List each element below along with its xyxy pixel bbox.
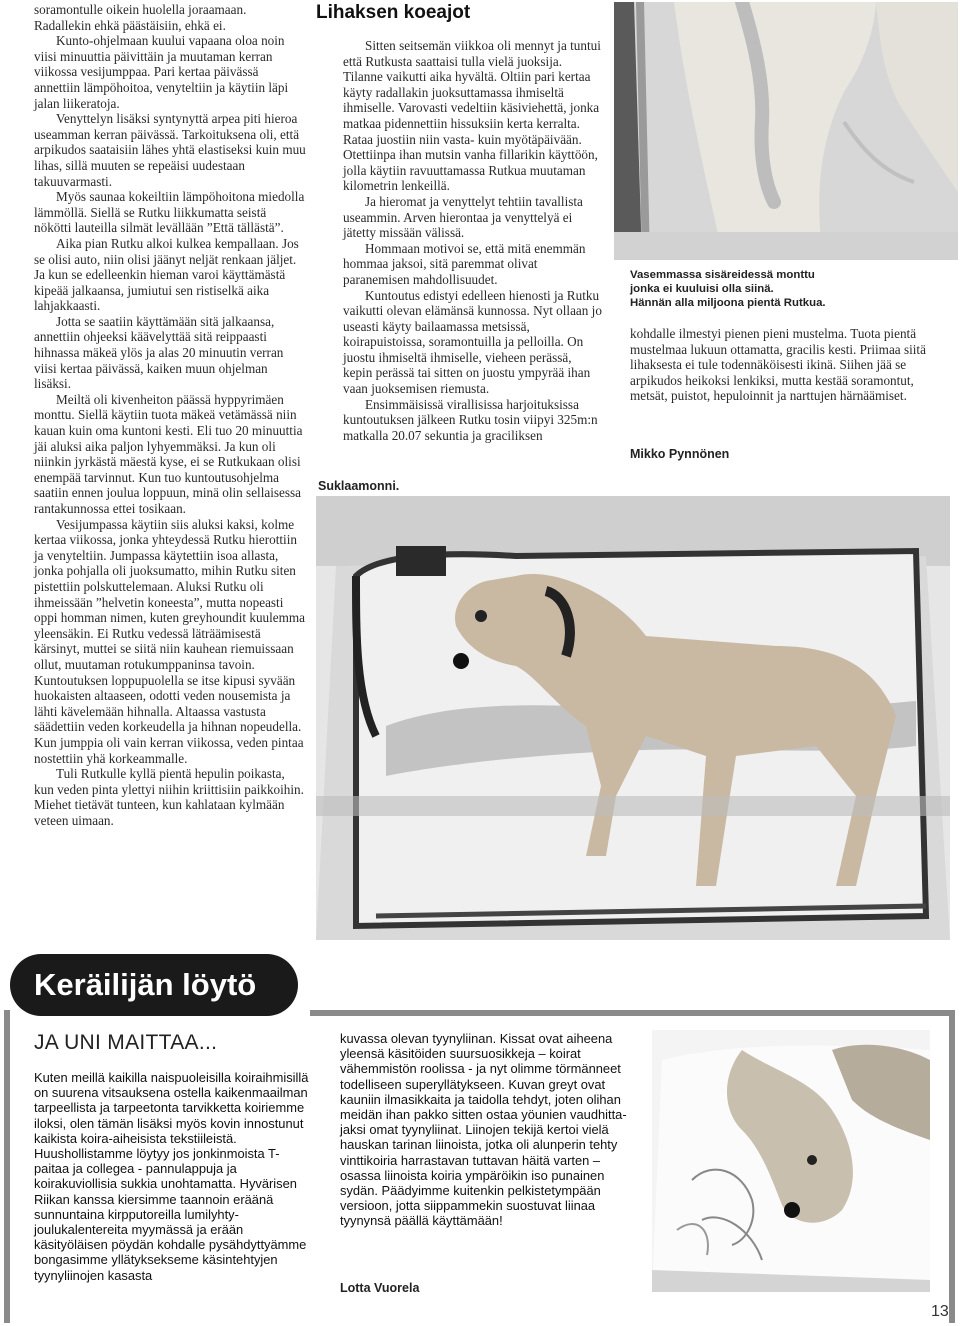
article-column-2 xyxy=(343,38,603,443)
paragraph: Kuntoutus edistyi edelleen hienosti ja Rutku vaikutti olevan elämänsä kunnossa. Nyt ollaan jo useasti käyty bailaamassa metsissä, koirapuistoissa, soramontuilla ja pelloilla. On juostu ihmiseltä ihmiselle, vieheen perässä, kepin perässä tai sitten on juostu ympyrää ihan vaan juoksemisen riemusta. xyxy=(343,287,602,397)
photo-caption xyxy=(630,268,950,311)
paragraph: Kuten meillä kaikilla naispuoleisilla koiraihmisillä on suurena vitsauksena ostella kaikenmaailman tarpeellista ja tarpeetonta tarvikketta koiriemme iloksi, olen tämän lisäksi myös kovin innostunut kaikista koira-aiheisista tekstiileistä. Huushollistamme löytyy jos jonkinmoista T-paitaa ja collegea - pannulappuja ja koirakuviollisia sukkia unohtamatta. Hyvärisen Riikan kanssa kiersimme taannoin eräänä sunnuntaina kirpputoreilla lumilyhty- joulukalentereita myymässä ja erään käsityöläisen pöydän kohdalle pysähdyttyämme bongasimme yllätyksekseme käsintehtyjen tyynyliinojen kasasta xyxy=(34,1070,309,1283)
paragraph: Jotta se saatiin käyttämään sitä jalkaansa, annettiin ohjeeksi käävelyttää sitä reippaasti hihnassa mäkeä ylös ja alas 20 minuutin verran viisi kertaa päivässä, kaiken muun ohjelman lisäksi. xyxy=(34,313,284,392)
article-column-3 xyxy=(630,326,930,404)
photo-credit: Suklaamonni. xyxy=(318,479,400,493)
paragraph: Tuli Rutkulle kyllä pientä hepulin poikasta, kun veden pinta ylettyi niihin kriittisiin paikkoihin. Miehet tietävät tunteen, kun kahlataan kylmään veteen uimaan. xyxy=(34,766,304,828)
page-number: 13 xyxy=(931,1303,949,1320)
paragraph: Venyttelyn lisäksi syntynyttä arpea piti hieroa useamman kerran päivässä. Tarkoituksena oli, että arpikudos saataisiin lähes yhtä elastiseksi kuin muu lihas, sillä muuten se repeäisi uudestaan takuuvarmasti. xyxy=(34,111,306,189)
paragraph: Ensimmäisissä virallisissa harjoituksissa kuntoutuksen jälkeen Rutku tosin viipyi 325m:n matkalla 20.07 sekuntia ja graciliksen xyxy=(343,396,598,443)
paragraph: Sitten seitsemän viikkoa oli mennyt ja tuntui että Rutkusta saattaisi tulla vielä juoksija. Tilanne vaikutti aika hyvältä. Oltiin pari kertaa käyty radallakin juoksuttamassa ihmiseltä ihmiselle. Varovasti vedeltiin käsiviehettä, jonka matkaa pidennettiin hissuksiin kerta kerralta. Rataa juostiin niin vasta- kuin myötäpäivään. Otettiinpa ihan mutsin vanha fillarikin käyttöön, jolla käytiin ravuuttamassa Rutkua muutaman kilometrin lenkeillä. xyxy=(343,38,601,194)
collector-column-1 xyxy=(34,1070,314,1283)
caption-line: jonka ei kuuluisi olla siinä. xyxy=(630,283,774,296)
paragraph: Kunto-ohjelmaan kuului vapaana oloa noin viisi minuuttia päivittäin ja muutaman kerran viikossa vesijumppaa. Pari kertaa päivässä annettiin lämpöhoitoa, venyteltiin ja käytiin läpi jalan liikeratoja. xyxy=(34,33,289,111)
section-heading: Lihaksen koeajot xyxy=(316,2,471,23)
dog-hindlegs-photo xyxy=(614,2,958,260)
paragraph: kuvassa olevan tyynyliinan. Kissat ovat aiheena yleensä käsitöiden suursuosikkeja – koirat vähemmistön roolissa - ja nyt olimme törmänneet todelliseen superyllätykseen. Kuvan greyt ovat kauniin ilmasikkaita ja taidolla tehdyt, joten olihan meidän ihan pakko sitten ostaa yöunien vaudhittajaksi omat tyynyliinat. Liinojen tekijä kertoi vielä hauskan tarinan liinoista, jotka oli alunperin tehty vinttikoiria harrastavan tuttavan häitä varten – osassa liinoista koiria ympäröikin iso punainen sydän. Päädyimme kuitenkin pelkistetympään versioon, jotta siippammekin suostuvat liinaa tyynynsä päällä käyttämään! xyxy=(340,1031,627,1229)
caption-line: Vasemmassa sisäreidessä monttu xyxy=(630,269,815,281)
collector-banner: Keräilijän löytö xyxy=(10,954,298,1016)
caption-line: Hännän alla miljoona pientä Rutkua. xyxy=(630,297,826,310)
paragraph: Hommaan motivoi se, että mitä enemmän hommaa jaksoi, sitä paremmat olivat paranemisen mahdollisuudet. xyxy=(343,240,586,287)
paragraph: Ja hieromat ja venyttelyt tehtiin tavallista useammin. Arven hierontaa ja venyttelyä ei jätetty missään välissä. xyxy=(343,193,583,241)
paragraph: Meiltä oli kivenheiton päässä hyppyrimäen monttu. Siellä käytiin tuota mäkeä vetämässä niin kauan kuin oma kuntoni kesti. Eli tuo 20 minuuttia jäi aluksi aika paljon lyhyemmäksi. Ja kun oli niinkin jyrkästä mäestä kyse, ei se Rutkukaan olisi enempää tarvinnut. Kun tuo kuntoutusohjelma saatiin ennen joulua loppuun, minä olin sellaisessa rantakunnossa ettei tosikaan. xyxy=(34,391,303,516)
underwater-treadmill-photo xyxy=(316,496,950,940)
paragraph: kohdalle ilmestyi pienen pieni mustelma. Tuota pientä mustelmaa lukuun ottamatta, gracilis kesti. Priimaa siitä lihaksesta ei tule todennäköisesti ikinä. Siihen jää se arpikudos heikoksi lenkiksi, mutta kestää soramontut, metsät, puistot, hepuloinnit ja narttujen härnäämiset. xyxy=(630,326,926,404)
collector-column-2 xyxy=(340,1031,636,1229)
article-column-1 xyxy=(34,2,306,828)
dog-on-pillow-photo xyxy=(652,1030,930,1292)
author-name: Mikko Pynnönen xyxy=(630,447,730,461)
collector-author: Lotta Vuorela xyxy=(340,1281,420,1295)
paragraph: Vesijumpassa käytiin siis aluksi kaksi, kolme kertaa viikossa, jonka yhteydessä Rutku hierottiin ja venyteltiin. Jumpassa käytettiin isoa allasta, jonka pohjalla oli juoksumatto, mihin Rutku siten pistettiin polskuttelemaan. Aluksi Rutku oli ihmeissään ”helvetin koneesta”, mutta nopeasti oppi homman nimen, kuten greyhoundit kuulemma yleensäkin. Ei Rutku vedessä läträämisestä kärsinyt, muttei se siitä niin kauhean riemuissaan ollut, muutaman rotukumppaninsa tavoin. Kuntoutuksen loppupuolella se itse kipusi syvään huokaisten altaaseen, odotti veden nousemista ja lähti kävelemään hihnalla. Altaassa vastusta säädettiin veden korkeudella ja hihnan nopeudella. Kun jumppia oli vain kerran viikossa, veden pintaa nostettiin yhä korkeammalle. xyxy=(34,516,306,766)
collector-subtitle: JA UNI MAITTAA... xyxy=(34,1031,218,1054)
paragraph: Aika pian Rutku alkoi kulkea kempallaan. Jos se olisi auto, niin olisi jäänyt neljät renkaan jäljet. Ja kun se edelleenkin hieman varoi käyttämästä kipeää jalkaansa, jumiutui sen ristiselkä aika lahjakkaasti. xyxy=(34,235,299,314)
paragraph: soramontulle oikein huolella joraamaan. Radallekin ehkä päästäisiin, ehkä ei. xyxy=(34,2,247,33)
paragraph: Myös saunaa kokeiltiin lämpöhoitona miedolla lämmöllä. Siellä se Rutku liikkumatta seistä nökötti lauteilla silmät levällään ”Että tällästä”. xyxy=(34,189,305,236)
